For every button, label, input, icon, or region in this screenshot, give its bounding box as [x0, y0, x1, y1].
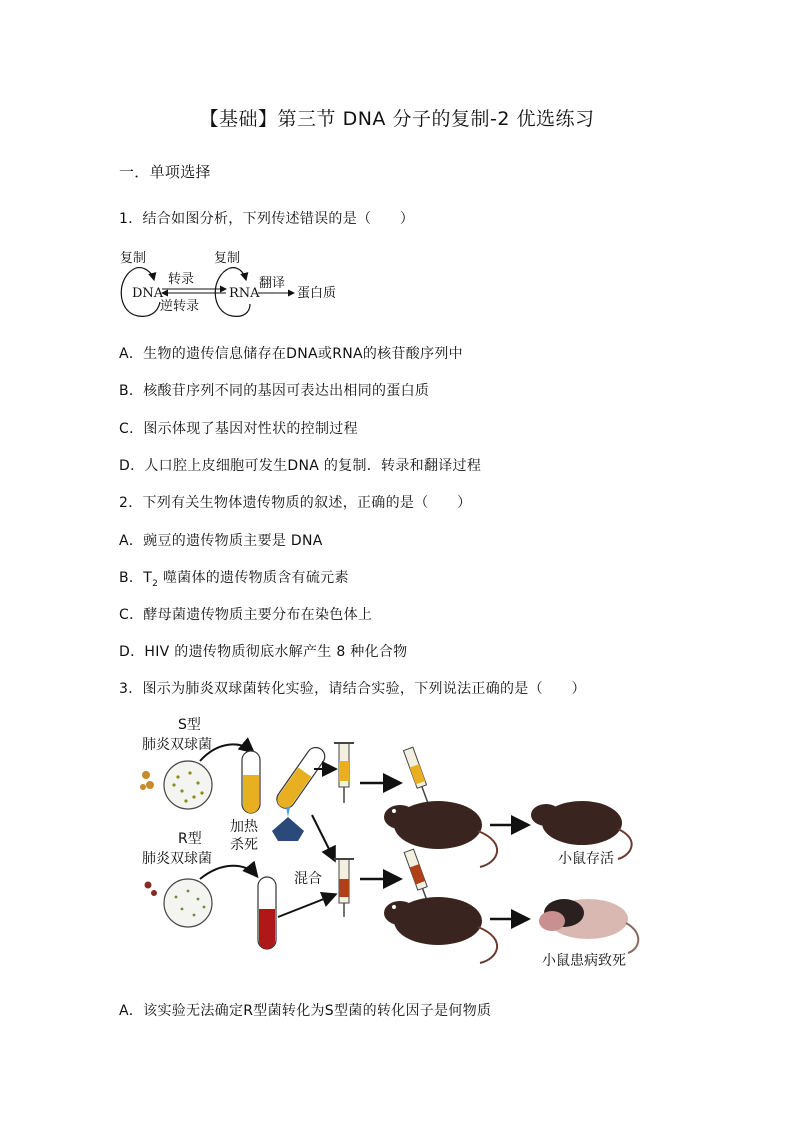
r-type-name: 肺炎双球菌 — [142, 851, 212, 867]
alcohol-lamp — [272, 817, 304, 841]
rna-replication-label: 复制 — [214, 251, 241, 266]
s-petri-dish — [164, 761, 212, 809]
mouse-dead — [539, 899, 638, 953]
rna-label: RNA — [229, 286, 260, 301]
central-dogma-diagram — [116, 246, 356, 322]
dna-replication-label: 复制 — [120, 251, 147, 266]
q1-option-c: C．图示体现了基因对性状的控制过程 — [119, 421, 358, 437]
q2-option-a: A．豌豆的遗传物质主要是 DNA — [119, 533, 323, 549]
dna-label: DNA — [132, 286, 164, 301]
s-type-name: 肺炎双球菌 — [142, 737, 212, 753]
section-heading: 一．单项选择 — [119, 163, 211, 181]
mouse-die-label: 小鼠患病致死 — [542, 953, 626, 969]
mouse-injected-1 — [384, 801, 497, 867]
r-to-tube-arrow — [200, 866, 256, 879]
syringe-3 — [334, 859, 354, 917]
heat-label: 加热 — [230, 819, 258, 835]
dna-replication-arrow — [136, 268, 154, 280]
q1-option-d: D．人口腔上皮细胞可发生DNA 的复制．转录和翻译过程 — [119, 458, 482, 474]
q2-option-d: D．HIV 的遗传物质彻底水解产生 8 种化合物 — [119, 644, 408, 660]
mouse-injected-2 — [384, 897, 497, 963]
q1-option-b: B．核酸苷序列不同的基因可表达出相同的蛋白质 — [119, 383, 430, 399]
mouse-survive-label: 小鼠存活 — [558, 851, 614, 867]
r-petri-dish — [164, 879, 212, 927]
page-title: 【基础】第三节 DNA 分子的复制-2 优选练习 — [199, 108, 595, 130]
question-3-stem: 3．图示为肺炎双球菌转化实验，请结合实验，下列说法正确的是（ ） — [119, 681, 586, 697]
transformation-experiment-figure — [128, 713, 668, 983]
transcription-label: 转录 — [168, 272, 195, 287]
s-type-label: S型 — [178, 717, 201, 733]
q3-option-a: A．该实验无法确定R型菌转化为S型菌的转化因子是何物质 — [119, 1003, 492, 1019]
q2-option-c: C．酵母菌遗传物质主要分布在染色体上 — [119, 607, 373, 623]
rna-replication-arrow — [230, 268, 246, 280]
r-type-label: R型 — [178, 831, 202, 847]
question-1-stem: 1．结合如图分析，下列传述错误的是（ ） — [119, 211, 415, 227]
question-2-stem: 2．下列有关生物体遗传物质的叙述，正确的是（ ） — [119, 495, 472, 511]
q2-option-b: B．$T_2$ 噬菌体的遗传物质含有硫元素 — [119, 570, 349, 589]
translation-label: 翻译 — [259, 276, 286, 291]
syringe-2 — [403, 747, 432, 805]
mix-label: 混合 — [294, 871, 322, 887]
kill-label: 杀死 — [230, 837, 258, 853]
q1-option-a: A．生物的遗传信息储存在DNA或RNA的核苷酸序列中 — [119, 346, 463, 362]
protein-label: 蛋白质 — [297, 286, 337, 301]
reverse-transcription-label: 逆转录 — [160, 299, 200, 314]
syringe-1 — [334, 743, 354, 803]
